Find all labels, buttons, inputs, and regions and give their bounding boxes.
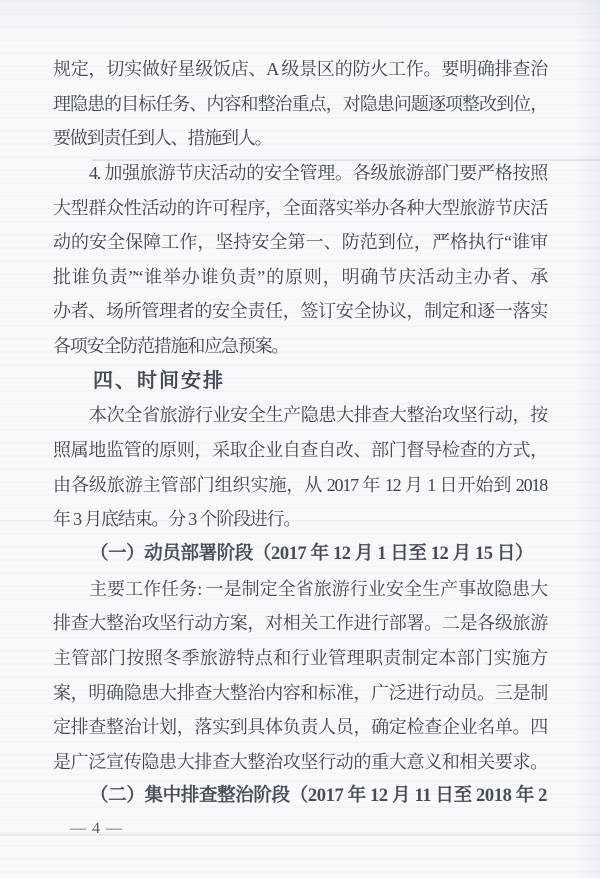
doc-line: 办者、场所管理者的安全责任，签订安全协议，制定和逐一落实 (53, 301, 547, 322)
doc-line: 理隐患的目标任务、内容和整治重点，对隐患问题逐项整改到位， (53, 93, 547, 114)
doc-line: 要做到责任到人、措施到人。 (53, 128, 272, 149)
page-number: — 4 — (70, 820, 123, 837)
doc-line: 各项安全防范措施和应急预案。 (53, 336, 289, 357)
doc-line: 主管部门按照冬季旅游特点和行业管理职责制定本部门实施方 (53, 647, 547, 668)
doc-line: 大型群众性活动的许可程序，全面落实举办各种大型旅游节庆活 (53, 197, 547, 218)
doc-line: 4. 加强旅游节庆活动的安全管理。各级旅游部门要严格按照 (89, 162, 547, 183)
document-body (53, 52, 547, 814)
scan-edge-shading (574, 0, 600, 878)
doc-line: 排查大整治攻坚行动方案，对相关工作进行部署。二是各级旅游 (53, 613, 547, 634)
subheading-phase-1-mobilization: （一）动员部署阶段（2017 年 12 月 1 日至 12 月 15 日） (90, 543, 534, 564)
doc-line: 由各级旅游主管部门组织实施，从 2017 年 12 月 1 日开始到 2018 (53, 474, 547, 495)
doc-line: 是广泛宣传隐患大排查大整治攻坚行动的重大意义和相关要求。 (53, 751, 547, 772)
doc-line: 年 3 月底结束。分 3 个阶段进行。 (53, 509, 301, 530)
doc-line: 照属地监管的原则，采取企业自查自改、部门督导检查的方式， (53, 440, 547, 461)
subheading-phase-2-inspection: （二）集中排查整治阶段（2017 年 12 月 11 日至 2018 年 2 (90, 786, 547, 807)
doc-line: 本次全省旅游行业安全生产隐患大排查大整治攻坚行动，按 (89, 405, 547, 426)
doc-line: 动的安全保障工作，坚持安全第一、防范到位，严格执行“谁审 (53, 232, 547, 253)
doc-line: 规定，切实做好星级饭店、A 级景区的防火工作。要明确排查治 (53, 59, 547, 79)
section-heading-time-schedule: 四、时间安排 (93, 369, 225, 392)
doc-line: 定排查整治计划，落实到具体负责人员，确定检查企业名单。四 (53, 717, 547, 738)
doc-line: 案，明确隐患大排查大整治内容和标准，广泛进行动员。三是制 (53, 682, 547, 703)
doc-line: 批谁负责”“谁举办谁负责”的原则，明确节庆活动主办者、承 (53, 266, 547, 287)
doc-line: 主要工作任务: 一是制定全省旅游行业安全生产事故隐患大 (89, 578, 547, 599)
